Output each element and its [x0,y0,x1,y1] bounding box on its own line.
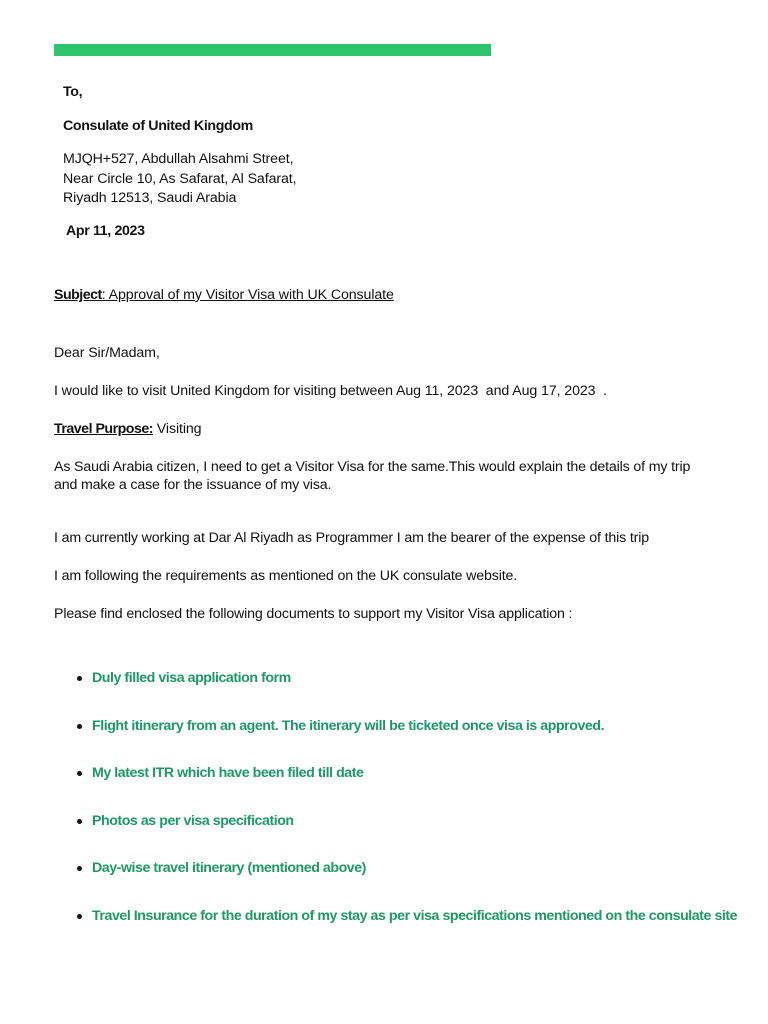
to-label: To, [63,84,83,100]
enclosed-paragraph: Please find enclosed the following documents to support my Visitor Visa application : [54,606,573,622]
recipient-name: Consulate of United Kingdom [63,118,253,134]
citizen-paragraph: As Saudi Arabia citizen, I need to get a Visitor Visa for the same.This would explain the details of my trip and make a case for the issuance of my visa. [54,459,691,493]
subject-label: Subject [54,287,102,303]
list-item: Travel Insurance for the duration of my stay as per visa specifications mentioned on the consulate site [92,900,752,932]
list-item: My latest ITR which have been filed till date [92,757,752,789]
subject-line [54,286,394,304]
travel-purpose-label: Travel Purpose: [54,421,153,437]
list-item: Flight itinerary from an agent. The itinerary will be ticketed once visa is approved. [92,710,752,742]
intro-paragraph: I would like to visit United Kingdom for visiting between Aug 11, 2023 and Aug 17, 2023 . [54,383,607,399]
employment-paragraph: I am currently working at Dar Al Riyadh as Programmer I am the bearer of the expense of this trip [54,530,649,546]
travel-purpose-line [54,420,201,438]
documents-list [54,662,752,947]
list-item: Day-wise travel itinerary (mentioned above) [92,852,752,884]
address-line-1: MJQH+527, Abdullah Alsahmi Street, [63,151,294,167]
list-item: Duly filled visa application form [92,662,752,694]
letter-date: Apr 11, 2023 [66,223,145,239]
list-item: Photos as per visa specification [92,805,752,837]
address-line-3: Riyadh 12513, Saudi Arabia [63,190,237,206]
address-line-2: Near Circle 10, As Safarat, Al Safarat, [63,170,297,187]
salutation: Dear Sir/Madam, [54,345,160,361]
subject-text: : Approval of my Visitor Visa with UK Consulate [101,287,394,303]
accent-bar [54,44,491,56]
travel-purpose-value: Visiting [152,421,202,437]
recipient-address [63,150,296,209]
requirements-paragraph: I am following the requirements as mentioned on the UK consulate website. [54,568,518,584]
